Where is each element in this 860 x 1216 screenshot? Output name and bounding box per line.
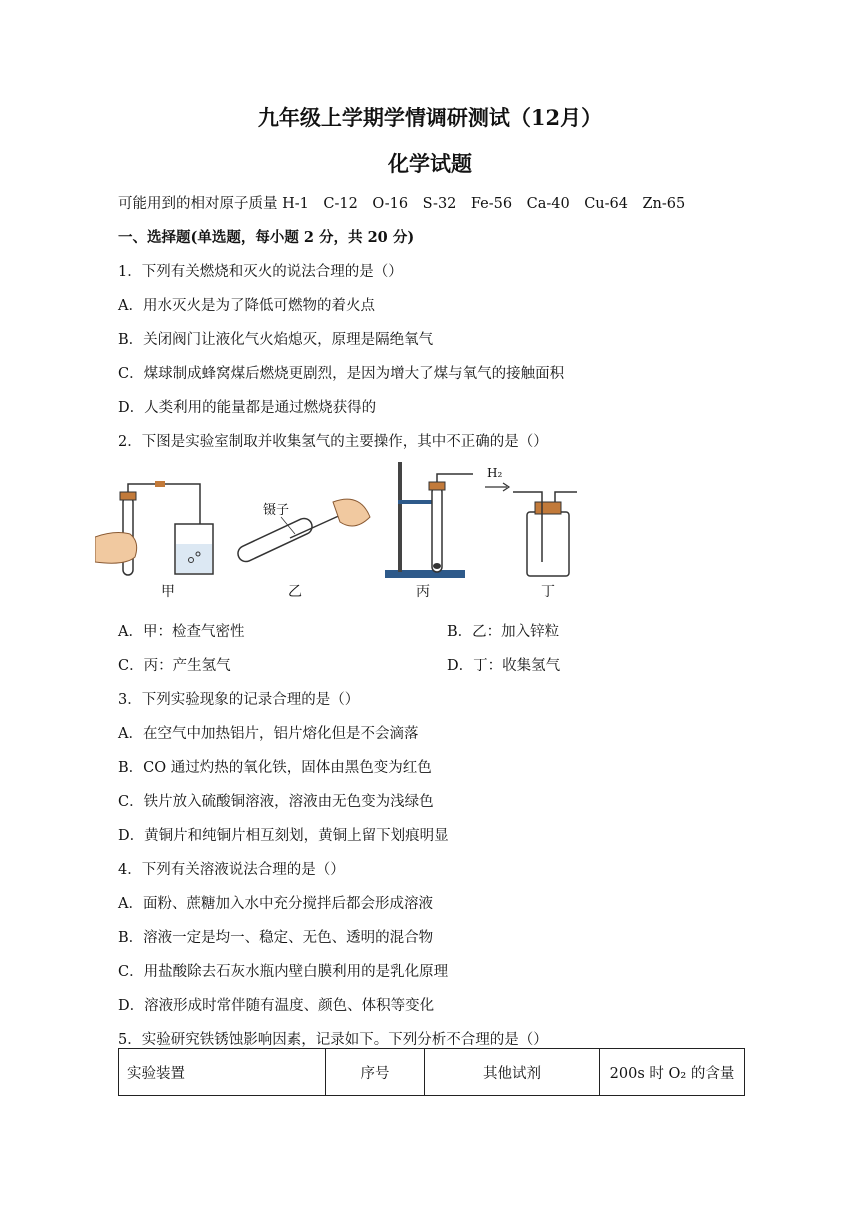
question-4-option-a: A．面粉、蔗糖加入水中充分搅拌后都会形成溶液 (118, 896, 433, 912)
question-3-option-a: A．在空气中加热铝片，铝片熔化但是不会滴落 (118, 726, 419, 742)
question-4-option-d: D．溶液形成时常伴随有温度、颜色、体积等变化 (118, 998, 435, 1014)
table-header-cell: 200s 时 O₂ 的含量 (600, 1049, 745, 1096)
gas-label-h2: H₂ (487, 466, 503, 480)
figure-label-ding: 丁 (541, 584, 555, 600)
question-1-option-b: B．关闭阀门让液化气火焰熄灭，原理是隔绝氧气 (118, 332, 434, 348)
figure-bing (385, 462, 473, 600)
question-3-option-b: B．CO 通过灼热的氧化铁，固体由黑色变为红色 (118, 760, 432, 776)
table-header-cell: 其他试剂 (425, 1049, 600, 1096)
question-2-option-a: A．甲：检查气密性 (118, 624, 245, 640)
question-2-option-d: D．丁：收集氢气 (447, 658, 561, 674)
figure-ding (485, 466, 577, 600)
table-header-row (119, 1049, 745, 1096)
question-1-option-d: D．人类利用的能量都是通过燃烧获得的 (118, 400, 377, 416)
experiment-table (118, 1048, 745, 1096)
question-1-option-c: C．煤球制成蜂窝煤后燃烧更剧烈，是因为增大了煤与氧气的接触面积 (118, 366, 565, 382)
exam-subtitle: 化学试题 (388, 151, 472, 176)
exam-title: 九年级上学期学情调研测试（12月） (257, 105, 603, 130)
question-3-option-d: D．黄铜片和纯铜片相互刻划，黄铜上留下划痕明显 (118, 828, 449, 844)
question-1-stem: 1．下列有关燃烧和灭火的说法合理的是（） (118, 264, 403, 280)
figure-jia (95, 481, 213, 600)
question-2-stem: 2．下图是实验室制取并收集氢气的主要操作，其中不正确的是（） (118, 434, 548, 450)
figure-label-yi: 乙 (288, 584, 302, 600)
question-1-option-a: A．用水灭火是为了降低可燃物的着火点 (118, 298, 375, 314)
figure-label-jia: 甲 (161, 584, 175, 600)
question-4-option-c: C．用盐酸除去石灰水瓶内壁白膜利用的是乳化原理 (118, 964, 449, 980)
question-5-stem: 5．实验研究铁锈蚀影响因素，记录如下。下列分析不合理的是（） (118, 1032, 548, 1048)
tweezers-label: 镊子 (263, 503, 290, 518)
question-3-option-c: C．铁片放入硫酸铜溶液，溶液由无色变为浅绿色 (118, 794, 434, 810)
atomic-masses-note: 可能用到的相对原子质量 H-1 C-12 O-16 S-32 Fe-56 Ca-40 Cu-64 Zn-65 (118, 196, 686, 212)
section-heading: 一、选择题(单选题，每小题 2 分，共 20 分) (118, 229, 415, 246)
question-4-option-b: B．溶液一定是均一、稳定、无色、透明的混合物 (118, 930, 434, 946)
hydrogen-apparatus-figure (95, 462, 595, 602)
table-header-cell: 实验装置 (119, 1049, 326, 1096)
question-4-stem: 4．下列有关溶液说法合理的是（） (118, 862, 345, 878)
figure-yi (235, 499, 370, 600)
figure-label-bing: 丙 (416, 584, 430, 600)
question-2-option-c: C．丙：产生氢气 (118, 658, 231, 674)
question-2-option-b: B．乙：加入锌粒 (447, 624, 560, 640)
question-3-stem: 3．下列实验现象的记录合理的是（） (118, 692, 360, 708)
table-header-cell: 序号 (326, 1049, 425, 1096)
